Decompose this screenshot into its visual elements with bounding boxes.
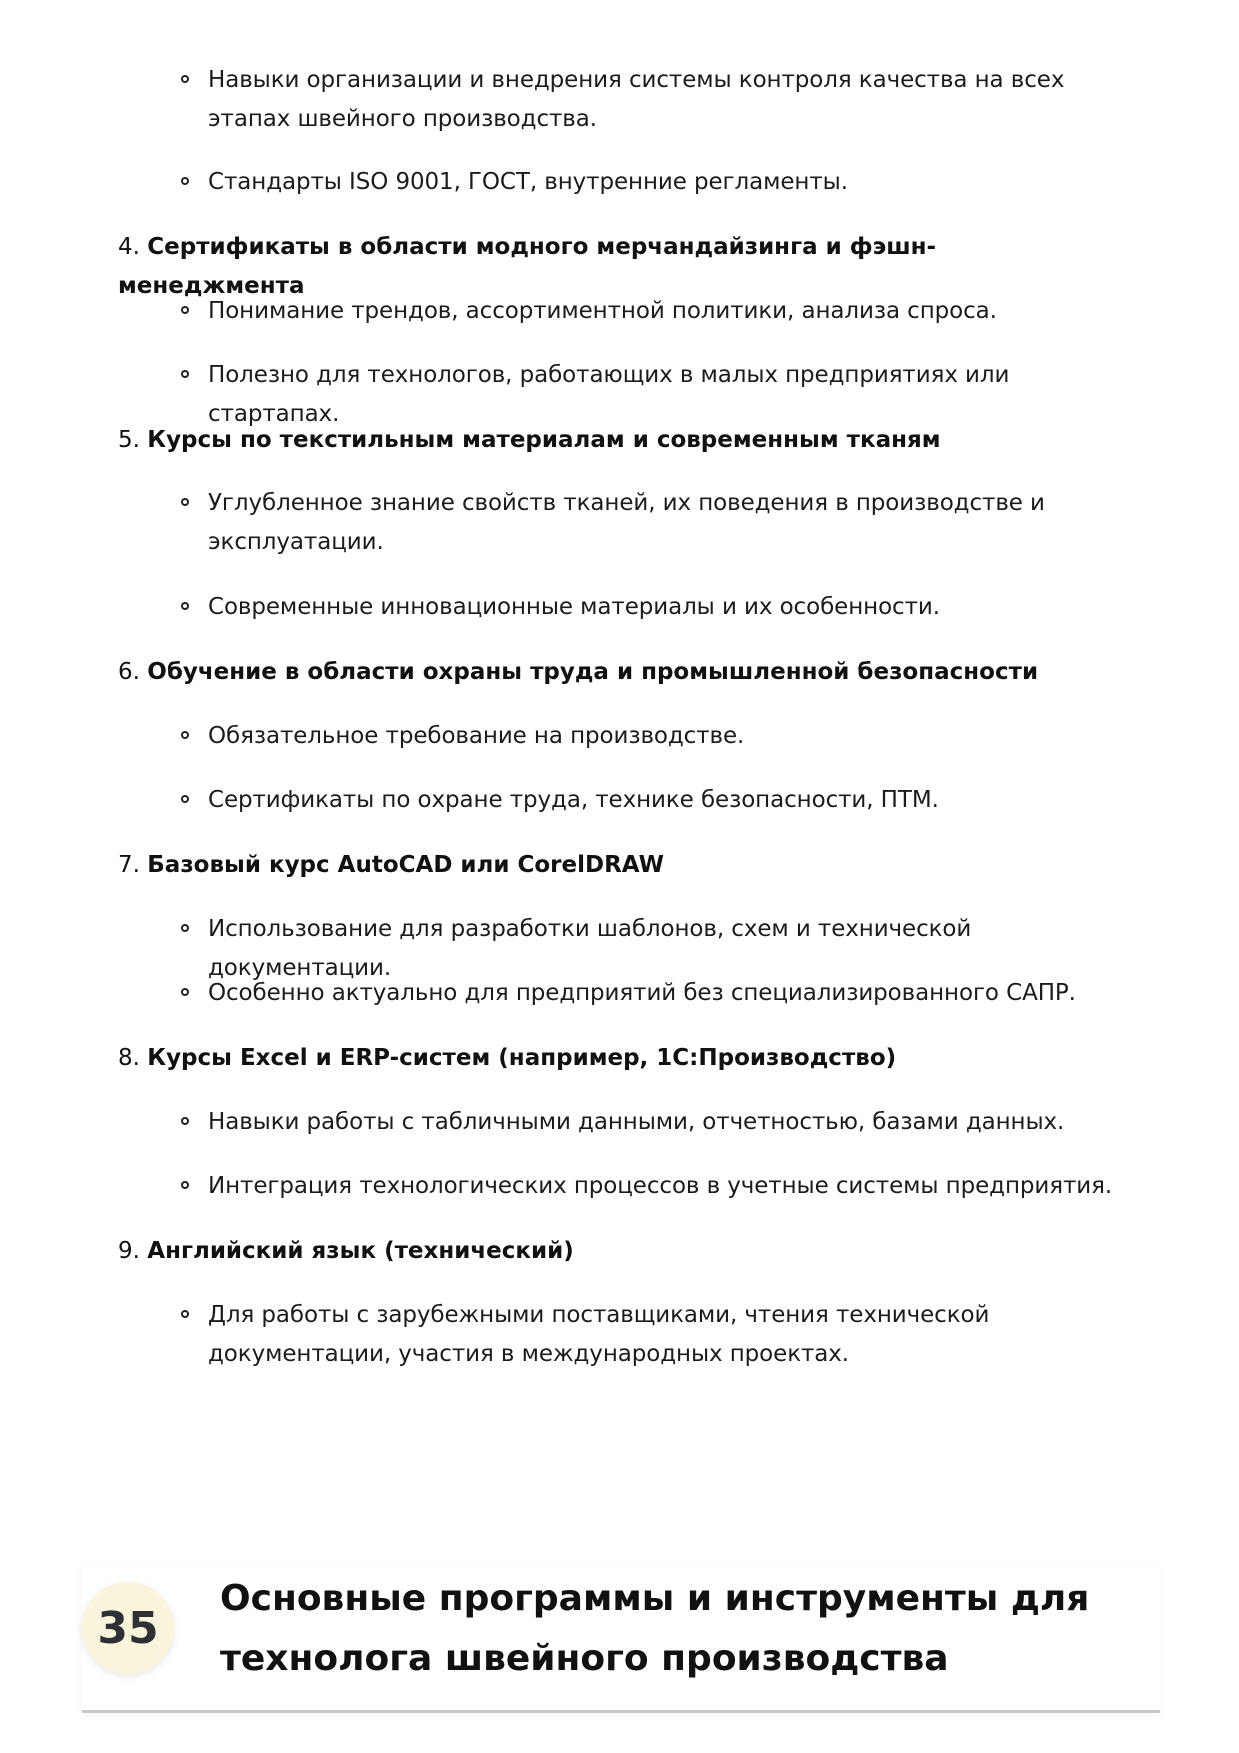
- item-title: Сертификаты в области модного мерчандайзинга и фэшн-менеджмента: [118, 234, 937, 299]
- item-number: 9.: [118, 1238, 140, 1264]
- item-number: 5.: [118, 427, 140, 453]
- numbered-heading: [118, 1039, 1118, 1078]
- item-number: 7.: [118, 852, 140, 878]
- list-item: Обязательное требование на производстве.: [208, 717, 1138, 756]
- list-item: Современные инновационные материалы и их особенности.: [208, 588, 1138, 627]
- section-header: [82, 1565, 1160, 1713]
- list-item: Навыки работы с табличными данными, отчетностью, базами данных.: [208, 1103, 1138, 1142]
- item-title: Курсы Excel и ERP-систем (например, 1С:Производство): [147, 1045, 897, 1071]
- list-item: Сертификаты по охране труда, технике безопасности, ПТМ.: [208, 781, 1138, 820]
- list-item: Для работы с зарубежными поставщиками, чтения технической документации, участия в международных проектах.: [208, 1296, 1138, 1374]
- list-item: Полезно для технологов, работающих в малых предприятиях или стартапах.: [208, 356, 1138, 434]
- list-item: Понимание трендов, ассортиментной политики, анализа спроса.: [208, 292, 1138, 331]
- item-title: Базовый курс AutoCAD или CorelDRAW: [147, 852, 664, 878]
- list-item: Интеграция технологических процессов в учетные системы предприятия.: [208, 1167, 1138, 1206]
- list-item: Углубленное знание свойств тканей, их поведения в производстве и эксплуатации.: [208, 484, 1138, 562]
- section-title: Основные программы и инструменты для технолога швейного производства: [220, 1578, 1090, 1679]
- item-title: Курсы по текстильным материалам и современным тканям: [147, 427, 941, 453]
- numbered-heading: [118, 846, 1118, 885]
- list-item: Навыки организации и внедрения системы контроля качества на всех этапах швейного производства.: [208, 61, 1138, 139]
- list-item: Стандарты ISO 9001, ГОСТ, внутренние регламенты.: [208, 163, 1138, 202]
- item-number: 6.: [118, 659, 140, 685]
- numbered-heading: [118, 421, 1118, 460]
- list-item: Особенно актуально для предприятий без специализированного САПР.: [208, 974, 1138, 1013]
- item-number: 8.: [118, 1045, 140, 1071]
- list-item: Использование для разработки шаблонов, схем и технической документации.: [208, 910, 1138, 988]
- item-number: 4.: [118, 234, 140, 260]
- item-title: Английский язык (технический): [147, 1238, 574, 1264]
- numbered-heading: [118, 653, 1118, 692]
- numbered-heading: [118, 1232, 1118, 1271]
- item-title: Обучение в области охраны труда и промышленной безопасности: [147, 659, 1039, 685]
- section-number-badge: 35: [82, 1582, 174, 1674]
